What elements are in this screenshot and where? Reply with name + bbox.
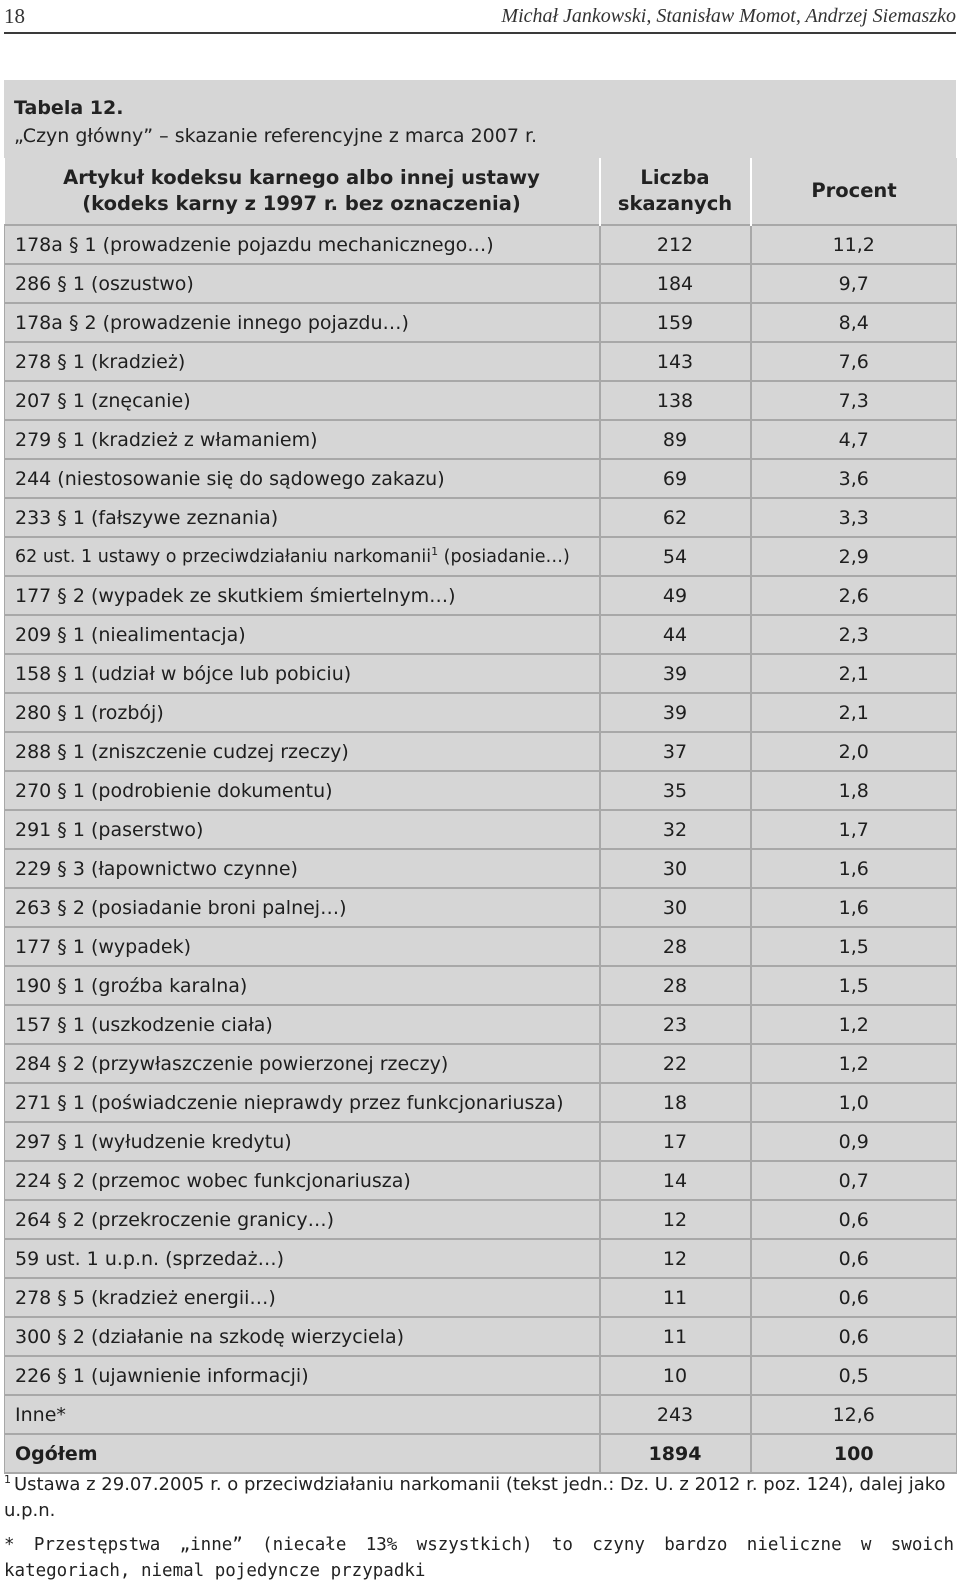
row-count: 22 <box>600 1044 751 1083</box>
header-percent: Procent <box>751 158 957 225</box>
row-percent: 0,7 <box>751 1161 957 1200</box>
row-article: 279 § 1 (kradzież z włamaniem) <box>5 420 600 459</box>
row-article: 286 § 1 (oszustwo) <box>5 264 600 303</box>
row-article-text: 62 ust. 1 ustawy o przeciwdziałaniu narkomanii <box>15 546 432 567</box>
row-article: 300 § 2 (działanie na szkodę wierzyciela) <box>5 1317 600 1356</box>
total-count: 1894 <box>600 1434 751 1473</box>
row-percent: 2,0 <box>751 732 957 771</box>
row-article: 270 § 1 (podrobienie dokumentu) <box>5 771 600 810</box>
row-article: 291 § 1 (paserstwo) <box>5 810 600 849</box>
row-count: 17 <box>600 1122 751 1161</box>
table-row <box>5 264 957 303</box>
table-caption <box>4 80 956 158</box>
row-article: 288 § 1 (zniszczenie cudzej rzeczy) <box>5 732 600 771</box>
table-row <box>5 1083 957 1122</box>
row-percent: 1,7 <box>751 810 957 849</box>
row-article: 207 § 1 (znęcanie) <box>5 381 600 420</box>
row-article: 158 § 1 (udział w bójce lub pobiciu) <box>5 654 600 693</box>
row-percent: 1,5 <box>751 966 957 1005</box>
row-percent: 1,0 <box>751 1083 957 1122</box>
row-percent: 3,6 <box>751 459 957 498</box>
table-row <box>5 693 957 732</box>
table-row <box>5 615 957 654</box>
table-row <box>5 888 957 927</box>
row-count: 54 <box>600 537 751 576</box>
row-count: 12 <box>600 1239 751 1278</box>
row-article: 178a § 2 (prowadzenie innego pojazdu…) <box>5 303 600 342</box>
row-count: 11 <box>600 1278 751 1317</box>
table-title: „Czyn główny” – skazanie referencyjne z marca 2007 r. <box>14 125 538 147</box>
row-percent: 2,1 <box>751 654 957 693</box>
row-percent: 0,5 <box>751 1356 957 1395</box>
footnote-1-mark: 1 <box>4 1473 11 1486</box>
row-count: 30 <box>600 888 751 927</box>
row-article: 297 § 1 (wyłudzenie kredytu) <box>5 1122 600 1161</box>
row-percent: 2,1 <box>751 693 957 732</box>
table-row <box>5 927 957 966</box>
row-count: 23 <box>600 1005 751 1044</box>
row-count: 18 <box>600 1083 751 1122</box>
header-count: Liczba skazanych <box>600 158 751 225</box>
row-article: 278 § 1 (kradzież) <box>5 342 600 381</box>
row-percent: 11,2 <box>751 225 957 264</box>
header-article <box>5 158 600 225</box>
row-percent: 2,3 <box>751 615 957 654</box>
row-percent: 0,6 <box>751 1200 957 1239</box>
row-percent: 2,9 <box>751 537 957 576</box>
row-percent: 12,6 <box>751 1395 957 1434</box>
table-row <box>5 498 957 537</box>
row-percent: 1,6 <box>751 888 957 927</box>
table-row <box>5 225 957 264</box>
row-count: 10 <box>600 1356 751 1395</box>
row-count: 39 <box>600 693 751 732</box>
header-article-line2: (kodeks karny z 1997 r. bez oznaczenia) <box>82 192 521 215</box>
row-count: 28 <box>600 927 751 966</box>
row-article-suffix: (posiadanie…) <box>438 546 570 567</box>
table-label: Tabela 12. <box>14 97 124 119</box>
table-row <box>5 303 957 342</box>
row-count: 37 <box>600 732 751 771</box>
table-row <box>5 1122 957 1161</box>
table-row <box>5 459 957 498</box>
row-article: 233 § 1 (fałszywe zeznania) <box>5 498 600 537</box>
table-row <box>5 420 957 459</box>
table-row <box>5 1239 957 1278</box>
table-row <box>5 1317 957 1356</box>
row-count: 138 <box>600 381 751 420</box>
table-row <box>5 966 957 1005</box>
total-label: Ogółem <box>5 1434 600 1473</box>
row-article <box>5 537 600 576</box>
row-count: 159 <box>600 303 751 342</box>
row-percent: 2,6 <box>751 576 957 615</box>
row-count: 44 <box>600 615 751 654</box>
row-percent: 8,4 <box>751 303 957 342</box>
row-count: 243 <box>600 1395 751 1434</box>
row-count: 14 <box>600 1161 751 1200</box>
row-percent: 1,6 <box>751 849 957 888</box>
row-article: 284 § 2 (przywłaszczenie powierzonej rzeczy) <box>5 1044 600 1083</box>
row-article: 229 § 3 (łapownictwo czynne) <box>5 849 600 888</box>
footnote-1-text: Ustawa z 29.07.2005 r. o przeciwdziałaniu narkomanii (tekst jedn.: Dz. U. z 2012 r. poz. 124), dalej jako u.p.n. <box>4 1474 946 1521</box>
row-article: 178a § 1 (prowadzenie pojazdu mechanicznego…) <box>5 225 600 264</box>
footnote-reference: 1 <box>431 544 439 558</box>
table-row <box>5 537 957 576</box>
footnotes <box>4 1472 954 1584</box>
row-article: 190 § 1 (groźba karalna) <box>5 966 600 1005</box>
row-article: 264 § 2 (przekroczenie granicy…) <box>5 1200 600 1239</box>
row-article: 280 § 1 (rozbój) <box>5 693 600 732</box>
footnote-2: * Przestępstwa „inne” (niecałe 13% wszystkich) to czyny bardzo nieliczne w swoich kategoriach, niemal pojedyncze przypadki <box>4 1535 954 1581</box>
row-count: 69 <box>600 459 751 498</box>
row-article: 271 § 1 (poświadczenie nieprawdy przez funkcjonariusza) <box>5 1083 600 1122</box>
table-row <box>5 381 957 420</box>
row-article: 59 ust. 1 u.p.n. (sprzedaż…) <box>5 1239 600 1278</box>
row-count: 212 <box>600 225 751 264</box>
table-row <box>5 576 957 615</box>
row-article: 177 § 1 (wypadek) <box>5 927 600 966</box>
row-count: 39 <box>600 654 751 693</box>
row-article: 157 § 1 (uszkodzenie ciała) <box>5 1005 600 1044</box>
table-row <box>5 771 957 810</box>
table-row <box>5 810 957 849</box>
row-count: 28 <box>600 966 751 1005</box>
row-percent: 1,5 <box>751 927 957 966</box>
row-article: 226 § 1 (ujawnienie informacji) <box>5 1356 600 1395</box>
table-row <box>5 1395 957 1434</box>
table-row <box>5 1278 957 1317</box>
table-row <box>5 342 957 381</box>
row-percent: 7,6 <box>751 342 957 381</box>
row-count: 32 <box>600 810 751 849</box>
row-count: 12 <box>600 1200 751 1239</box>
row-count: 62 <box>600 498 751 537</box>
row-count: 35 <box>600 771 751 810</box>
data-table <box>4 158 957 1474</box>
table-row <box>5 1200 957 1239</box>
total-percent: 100 <box>751 1434 957 1473</box>
total-row <box>5 1434 957 1473</box>
page-number: 18 <box>4 3 25 28</box>
row-percent: 1,2 <box>751 1005 957 1044</box>
row-percent: 0,6 <box>751 1239 957 1278</box>
row-count: 143 <box>600 342 751 381</box>
table-row <box>5 732 957 771</box>
table-body <box>5 225 957 1473</box>
row-percent: 3,3 <box>751 498 957 537</box>
row-percent: 1,8 <box>751 771 957 810</box>
row-percent: 0,9 <box>751 1122 957 1161</box>
header-article-line1: Artykuł kodeksu karnego albo innej ustawy <box>63 166 540 189</box>
footnote-1 <box>4 1472 954 1524</box>
row-percent: 4,7 <box>751 420 957 459</box>
table-row <box>5 1356 957 1395</box>
table-header-row <box>5 158 957 225</box>
row-percent: 7,3 <box>751 381 957 420</box>
row-article: Inne* <box>5 1395 600 1434</box>
row-percent: 1,2 <box>751 1044 957 1083</box>
table-row <box>5 654 957 693</box>
row-count: 184 <box>600 264 751 303</box>
row-article: 224 § 2 (przemoc wobec funkcjonariusza) <box>5 1161 600 1200</box>
authors: Michał Jankowski, Stanisław Momot, Andrzej Siemaszko <box>501 4 956 27</box>
row-article: 177 § 2 (wypadek ze skutkiem śmiertelnym…) <box>5 576 600 615</box>
row-percent: 0,6 <box>751 1317 957 1356</box>
row-count: 49 <box>600 576 751 615</box>
row-percent: 0,6 <box>751 1278 957 1317</box>
row-article: 263 § 2 (posiadanie broni palnej…) <box>5 888 600 927</box>
table-row <box>5 849 957 888</box>
running-head <box>4 0 956 34</box>
row-count: 30 <box>600 849 751 888</box>
row-percent: 9,7 <box>751 264 957 303</box>
table-row <box>5 1161 957 1200</box>
row-count: 89 <box>600 420 751 459</box>
table-row <box>5 1005 957 1044</box>
table-row <box>5 1044 957 1083</box>
row-article: 278 § 5 (kradzież energii…) <box>5 1278 600 1317</box>
row-article: 244 (niestosowanie się do sądowego zakazu) <box>5 459 600 498</box>
row-article: 209 § 1 (niealimentacja) <box>5 615 600 654</box>
row-count: 11 <box>600 1317 751 1356</box>
table-block <box>4 80 956 1474</box>
